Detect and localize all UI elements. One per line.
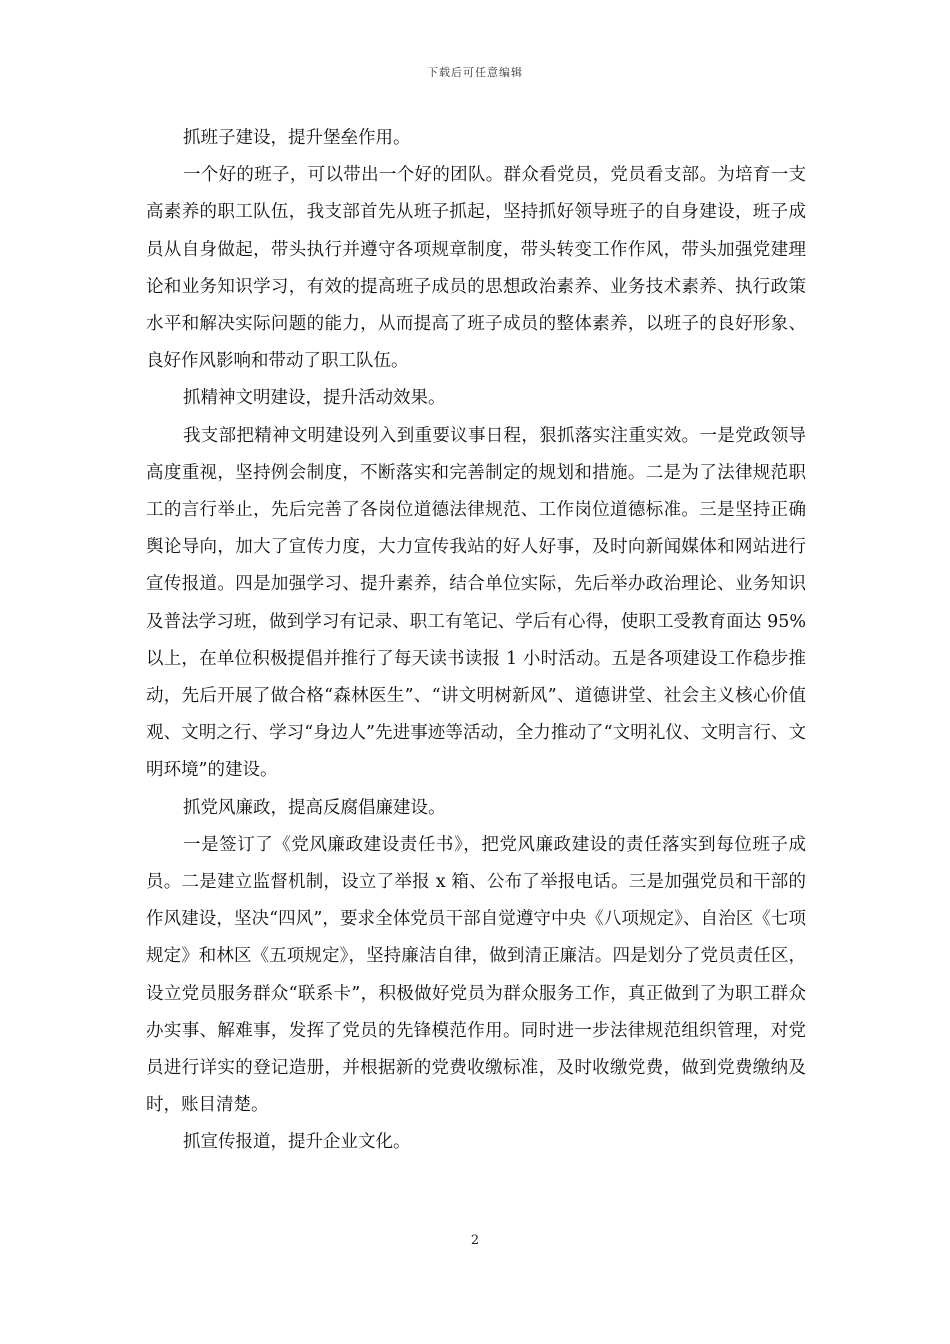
- body-paragraph: 一是签订了《党风廉政建设责任书》，把党风廉政建设的责任落实到每位班子成员。二是建立监督机制，设立了举报 x 箱、公布了举报电话。三是加强党员和干部的作风建设，坚决“四风”，要求全体党员干部自觉遵守中央《八项规定》、自治区《七项规定》和林区《五项规定》，坚持廉洁自律，做到清正廉洁。四是划分了党员责任区，设立党员服务群众“联系卡”，积极做好党员为群众服务工作，真正做到了为职工群众办实事、解难事，发挥了党员的先锋模范作用。同时进一步法律规范组织管理，对党员进行详实的登记造册，并根据新的党费收缴标准，及时收缴党费，做到党费缴纳及时，账目清楚。: [146, 834, 806, 1116]
- body-paragraph: 一个好的班子，可以带出一个好的团队。群众看党员，党员看支部。为培育一支高素养的职工队伍，我支部首先从班子抓起，坚持抓好领导班子的自身建设，班子成员从自身做起，带头执行并遵守各项规章制度，带头转变工作作风，带头加强党建理论和业务知识学习，有效的提高班子成员的思想政治素养、业务技术素养、执行政策水平和解决实际问题的能力，从而提高了班子成员的整体素养，以班子的良好形象、良好作风影响和带动了职工队伍。: [146, 165, 806, 372]
- section-heading: 抓宣传报道，提升企业文化。: [183, 1132, 411, 1153]
- section-heading: 抓精神文明建设，提升活动效果。: [183, 388, 446, 409]
- body-paragraph: 我支部把精神文明建设列入到重要议事日程，狠抓落实注重实效。一是党政领导高度重视，坚持例会制度，不断落实和完善制定的规划和措施。二是为了法律规范职工的言行举止，先后完善了各岗位道德法律规范、工作岗位道德标准。三是坚持正确舆论导向，加大了宣传力度，大力宣传我站的好人好事，及时向新闻媒体和网站进行宣传报道。四是加强学习、提升素养，结合单位实际，先后举办政治理论、业务知识及普法学习班，做到学习有记录、职工有笔记、学后有心得，使职工受教育面达 95%以上，在单位积极提倡并推行了每天读书读报 1 小时活动。五是各项建设工作稳步推动，先后开展了做合格“森林医生”、“讲文明树新风”、道德讲堂、社会主义核心价值观、文明之行、学习“身边人”先进事迹等活动，全力推动了“文明礼仪、文明言行、文明环境”的建设。: [146, 425, 806, 781]
- page-number: 2: [470, 1233, 480, 1248]
- section-heading: 抓党风廉政，提高反腐倡廉建设。: [183, 797, 446, 818]
- document-body: [146, 120, 806, 1162]
- page-header: 下载后可任意编辑: [427, 66, 523, 79]
- section-heading: 抓班子建设，提升堡垒作用。: [183, 128, 411, 148]
